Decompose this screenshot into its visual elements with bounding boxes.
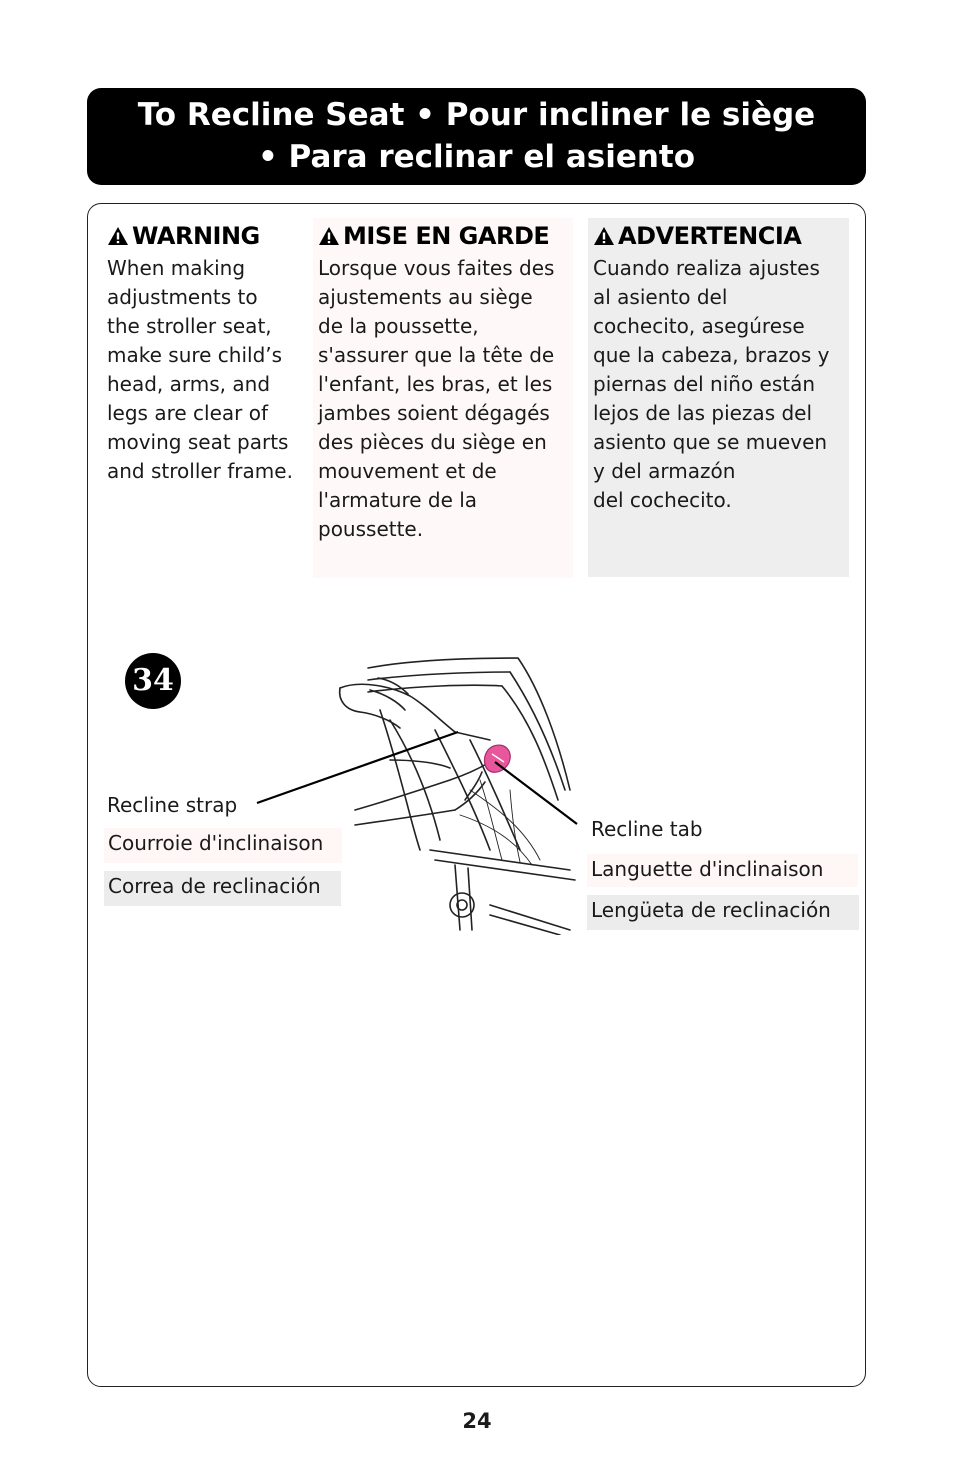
recline-tab-highlight [485,745,511,772]
warning-triangle-icon [318,226,340,246]
warning-french [313,218,573,578]
warning-heading-es: ADVERTENCIA [593,218,849,254]
page-number: 24 [462,1409,492,1433]
warning-heading-fr: MISE EN GARDE [318,218,573,254]
warning-spanish [588,218,849,577]
callout-recline-tab-es: Lengüeta de reclinación [587,895,859,930]
warning-text-es: Cuando realiza ajustes al asiento del cochecito, asegúrese que la cabeza, brazos y piernas del niño están lejos de las piezas del asiento que se mueven y del armazón del cochecito. [593,256,830,512]
title-line-2: • Para reclinar el asiento [257,139,696,175]
callout-recline-strap-es: Correa de reclinación [104,871,341,906]
callout-recline-strap-en: Recline strap [107,793,238,817]
warning-heading-en: WARNING [107,218,307,254]
strap-leader-line [257,732,458,803]
callout-recline-strap-fr: Courroie d'inclinaison [104,828,342,863]
callout-recline-tab-fr: Languette d'inclinaison [587,854,858,887]
step-number-badge: 34 [125,653,181,709]
section-title-banner [87,88,866,185]
warning-text-en: When making adjustments to the stroller seat, make sure child’s head, arms, and legs are clear of moving seat parts and stroller frame. [107,256,293,483]
title-line-1: To Recline Seat • Pour incliner le siège [137,97,816,133]
callout-recline-tab-en: Recline tab [591,817,703,841]
warning-english [107,218,307,486]
warning-text-fr: Lorsque vous faites des ajustements au siège de la poussette, s'assurer que la tête de l'enfant, les bras, et les jambes soient dégagés des pièces du siège en mouvement et de l'armature de la poussette. [318,256,555,541]
warning-triangle-icon [107,226,129,246]
warning-triangle-icon [593,226,615,246]
